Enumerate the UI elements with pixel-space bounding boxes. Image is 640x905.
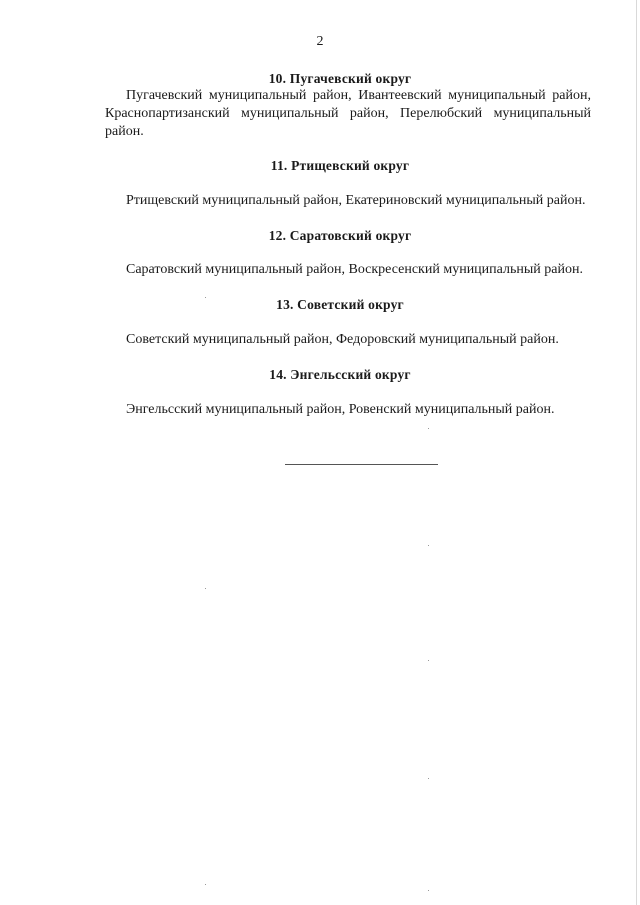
page-edge-shadow	[636, 0, 637, 905]
end-divider-line	[285, 464, 438, 465]
section-title-14: 14. Энгельсский округ	[269, 367, 411, 382]
scan-speck	[428, 428, 429, 429]
scan-speck	[205, 884, 206, 885]
scan-speck	[428, 778, 429, 779]
section-title-10: 10. Пугачевский округ	[268, 71, 412, 86]
section-body-13: Советский муниципальный район, Федоровский муниципальный район.	[126, 332, 559, 347]
section-title-12: 12. Саратовский округ	[268, 228, 412, 243]
scan-speck	[428, 660, 429, 661]
section-body-14: Энгельсский муниципальный район, Ровенский муниципальный район.	[126, 402, 555, 417]
section-body-12: Саратовский муниципальный район, Воскресенский муниципальный район.	[126, 262, 583, 277]
scan-speck	[428, 545, 429, 546]
scan-speck	[205, 297, 206, 298]
section-body-10: Пугачевский муниципальный район, Ивантеевский муниципальный район, Краснопартизанский муниципальный район, Перелюбский муниципальный район.	[105, 88, 591, 139]
section-body-11: Ртищевский муниципальный район, Екатериновский муниципальный район.	[126, 193, 586, 208]
page-number: 2	[316, 34, 324, 49]
scan-speck	[205, 588, 206, 589]
section-title-11: 11. Ртищевский округ	[270, 158, 410, 173]
scan-speck	[428, 890, 429, 891]
section-title-13: 13. Советский округ	[276, 297, 404, 312]
